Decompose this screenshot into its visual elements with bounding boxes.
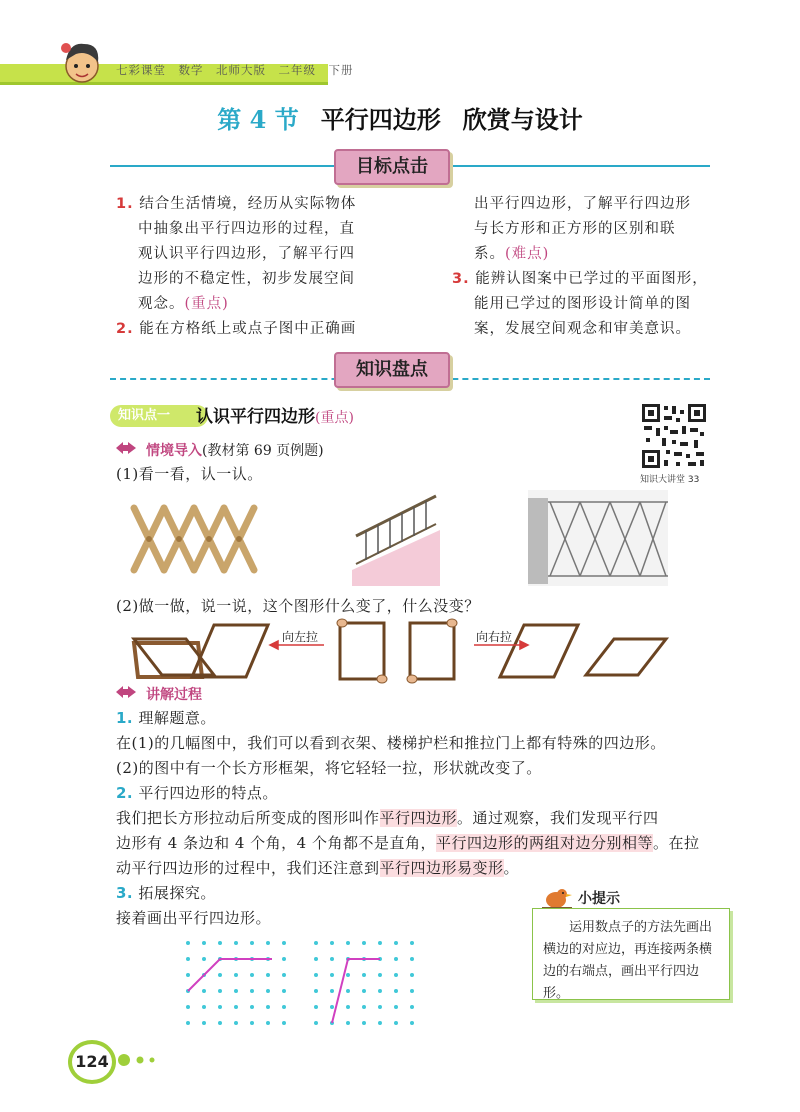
grid-dot: [394, 1021, 398, 1025]
highlight-term: 平行四边形易变形: [379, 859, 504, 877]
tip-text: 运用数点子的方法先画出横边的对应边，再连接两条横边的右端点，画出平行四边形。: [543, 920, 713, 1001]
grid-dot: [362, 989, 366, 993]
grid-dot: [346, 941, 350, 945]
goal-1-line: 观念。: [138, 296, 185, 312]
knowledge-point-title: [196, 402, 354, 427]
grid-dot: [362, 941, 366, 945]
step-2-number: 2.: [116, 784, 134, 802]
grid-dot: [314, 957, 318, 961]
grid-dot: [218, 1021, 222, 1025]
grid-dot: [282, 941, 286, 945]
grid-dot: [410, 1005, 414, 1009]
title-sub: 欣赏与设计: [462, 105, 583, 134]
page-dots-decoration: [116, 1050, 166, 1070]
grid-dot: [266, 973, 270, 977]
knowledge-banner: 知识盘点: [334, 352, 450, 388]
grid-dot: [314, 973, 318, 977]
goal-2-tag: (难点): [505, 246, 550, 262]
grid-dot: [330, 1005, 334, 1009]
goal-1-line: 观认识平行四边形，了解平行四: [138, 246, 355, 262]
grid-dot: [234, 973, 238, 977]
goal-1-number: 1.: [116, 196, 134, 212]
text-run: 边形有 4 条边和 4 个角，4 个角都不是直角，: [116, 834, 436, 852]
page-number: 124: [68, 1040, 116, 1084]
grid-dot: [378, 1005, 382, 1009]
goal-2-line: 能在方格纸上或点子图中正确画: [139, 321, 357, 337]
grid-dot: [186, 941, 190, 945]
tip-box: [532, 908, 730, 1000]
grid-dot: [282, 989, 286, 993]
arrow-bullet-icon: [114, 441, 138, 455]
grid-dot: [410, 989, 414, 993]
grid-dot: [314, 1021, 318, 1025]
grid-dot: [218, 941, 222, 945]
grid-dot: [250, 989, 254, 993]
grid-dot: [218, 973, 222, 977]
intro-source: (教材第 69 页例题): [202, 443, 324, 459]
goal-1-tag: (重点): [184, 296, 229, 312]
grid-dot: [266, 941, 270, 945]
grid-dot: [250, 1005, 254, 1009]
grid-dot: [378, 973, 382, 977]
grid-dot: [250, 1021, 254, 1025]
grid-dot: [410, 957, 414, 961]
explanation-body: [116, 706, 736, 931]
grid-dot: [346, 1021, 350, 1025]
grid-dot: [234, 1005, 238, 1009]
step-2-title: 平行四边形的特点。: [138, 784, 278, 802]
grid-dot: [346, 973, 350, 977]
grid-dot: [378, 941, 382, 945]
grid-dot: [266, 1021, 270, 1025]
grid-dot: [362, 1005, 366, 1009]
goals-banner: 目标点击: [334, 149, 450, 185]
grid-dot: [282, 957, 286, 961]
explain-heading: 讲解过程: [146, 687, 202, 703]
frame-transform-diagram: [128, 615, 688, 687]
grid-dot: [250, 941, 254, 945]
grid-dot: [250, 973, 254, 977]
qr-code[interactable]: [640, 402, 708, 470]
grid-dot: [330, 941, 334, 945]
intro-label: 情境导入: [146, 443, 202, 459]
grid-dot: [394, 957, 398, 961]
goal-1-line: 结合生活情境，经历从实际物体: [139, 196, 357, 212]
grid-dot: [378, 989, 382, 993]
step-1-paragraph: 在(1)的几幅图中，我们可以看到衣架、楼梯护栏和推拉门上都有特殊的四边形。: [116, 734, 666, 752]
goal-3-line: 案，发展空间观念和审美意识。: [474, 321, 691, 337]
grid-dot: [234, 941, 238, 945]
grid-dot: [330, 973, 334, 977]
page-title: [0, 100, 800, 135]
title-main: 平行四边形: [320, 105, 441, 134]
grid-dot: [218, 1005, 222, 1009]
grid-dot: [378, 1021, 382, 1025]
goal-3-line: 能辨认图案中已学过的平面图形，: [475, 271, 708, 287]
header-bar-underline: [0, 82, 328, 85]
tip-title: 小提示: [578, 891, 620, 907]
highlight-term: 平行四边形: [379, 809, 458, 827]
grid-dot: [394, 973, 398, 977]
goal-2-continued: [452, 192, 742, 342]
qr-caption: 知识大讲堂 33: [640, 475, 700, 485]
grid-dot: [282, 1021, 286, 1025]
grid-dot: [202, 1021, 206, 1025]
grid-dot: [394, 1005, 398, 1009]
grid-dot: [202, 1005, 206, 1009]
grid-dot: [202, 989, 206, 993]
section-number: 第 4 节: [217, 105, 299, 134]
grid-dot: [186, 957, 190, 961]
grid-dot: [266, 1005, 270, 1009]
text-run: 。在拉: [653, 834, 700, 852]
step-2-paragraph: [116, 831, 736, 856]
grid-dot: [314, 989, 318, 993]
goal-2-line: 与长方形和正方形的区别和联: [474, 221, 676, 237]
goal-2-line: 出平行四边形，了解平行四边形: [474, 196, 691, 212]
grid-dot: [362, 1021, 366, 1025]
pull-right-label: 向右拉: [476, 630, 513, 644]
grid-dot: [186, 973, 190, 977]
question-2: (2)做一做，说一说，这个图形什么变了，什么没变？: [116, 597, 480, 615]
grid-dot: [394, 989, 398, 993]
sliding-gate-image: [528, 490, 668, 586]
grid-dot: [234, 1021, 238, 1025]
grid-dot: [410, 941, 414, 945]
grid-dot: [202, 957, 206, 961]
grid-dot: [314, 1005, 318, 1009]
goal-1: [116, 192, 406, 342]
intro-heading: [146, 440, 324, 460]
goal-3-number: 3.: [452, 271, 470, 287]
arrow-bullet-icon: [114, 685, 138, 699]
grid-dot: [330, 989, 334, 993]
knowledge-point-title-text: 认识平行四边形: [196, 407, 315, 427]
grid-dot: [218, 989, 222, 993]
goal-1-line: 中抽象出平行四边形的过程，直: [138, 221, 355, 237]
text-run: 我们把长方形拉动后所变成的图形叫作: [116, 809, 380, 827]
grid-dot: [234, 989, 238, 993]
grid-dot: [282, 1005, 286, 1009]
mascot-icon: [58, 38, 108, 90]
step-1-number: 1.: [116, 709, 134, 727]
step-1-title: 理解题意。: [138, 709, 216, 727]
step-2-paragraph: [116, 806, 736, 831]
step-3-title: 拓展探究。: [138, 884, 216, 902]
grid-dot: [346, 1005, 350, 1009]
step-3-paragraph: 接着画出平行四边形。: [116, 909, 272, 927]
grid-dot: [394, 941, 398, 945]
goal-2-line: 系。: [474, 246, 505, 262]
grid-dot: [282, 973, 286, 977]
grid-dot: [186, 1021, 190, 1025]
grid-dot: [362, 973, 366, 977]
grid-dot: [186, 1005, 190, 1009]
grid-dot: [314, 941, 318, 945]
step-3-number: 3.: [116, 884, 134, 902]
grid-dot: [410, 1021, 414, 1025]
text-run: 。: [503, 859, 520, 877]
stair-railing-image: [352, 490, 440, 586]
dot-grid-diagrams: [180, 935, 420, 1035]
grid-dot: [266, 989, 270, 993]
text-run: 。通过观察，我们发现平行四: [457, 809, 659, 827]
grid-dot: [346, 989, 350, 993]
grid-dot: [410, 973, 414, 977]
grid-dot: [330, 957, 334, 961]
text-run: 动平行四边形的过程中，我们还注意到: [116, 859, 380, 877]
knowledge-point-tag: 知识点一: [110, 405, 208, 427]
highlight-term: 平行四边形的两组对边分别相等: [435, 834, 653, 852]
goal-1-line: 边形的不稳定性，初步发展空间: [138, 271, 355, 287]
goal-2-number: 2.: [116, 321, 134, 337]
step-1-paragraph: (2)的图中有一个长方形框架，将它轻轻一拉，形状就改变了。: [116, 759, 542, 777]
series-title: 七彩课堂 数学 北师大版 二年级 下册: [116, 63, 354, 77]
question-1: (1)看一看，认一认。: [116, 465, 263, 483]
goal-3-line: 能用已学过的图形设计简单的图: [474, 296, 691, 312]
knowledge-point-importance: (重点): [315, 410, 354, 426]
pull-left-label: 向左拉: [282, 630, 319, 644]
step-2-paragraph: [116, 856, 736, 881]
clothes-rack-image: [126, 490, 276, 590]
grid-dot: [202, 941, 206, 945]
